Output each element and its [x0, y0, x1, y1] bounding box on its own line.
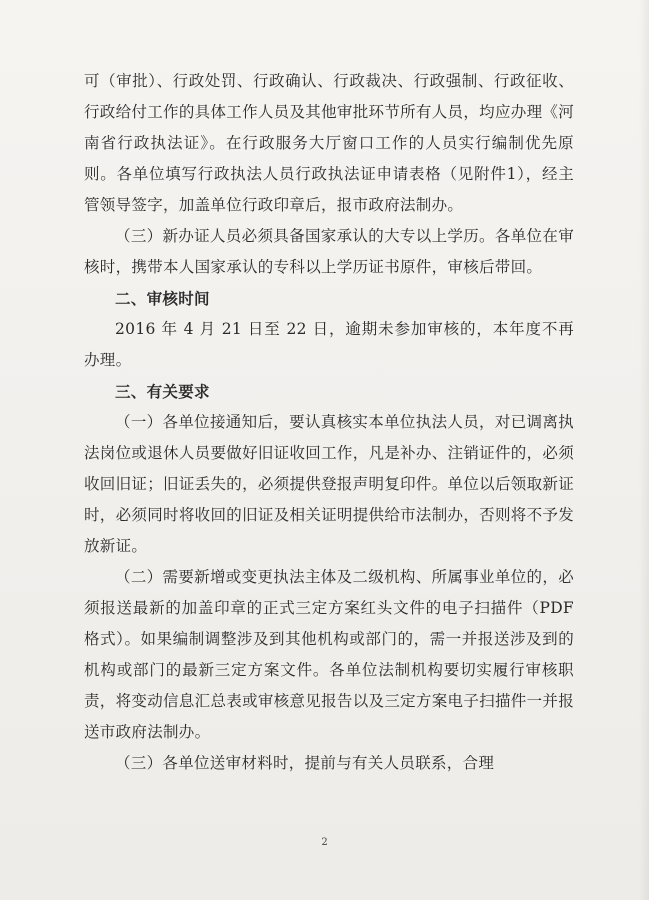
section-heading-requirements: 三、有关要求: [115, 382, 210, 401]
paragraph-continuation: 可（审批）、行政处罚、行政确认、行政裁决、行政强制、行政征收、行政给付工作的具体工作人员及其他审批环节所有人员，均应办理《河南省行政执法证》。在行政服务大厅窗口工作的人员实行编制优先原则。各单位填写行政执法人员行政执法证申请表格（见附件1），经主管领导签字，加盖单位行政印章后，报市政府法制办。: [84, 72, 574, 214]
paragraph-education-requirement: （三）新办证人员必须具备国家承认的大专以上学历。各单位在审核时，携带本人国家承认的专科以上学历证书原件，审核后带回。: [84, 227, 574, 276]
document-body: [84, 66, 574, 779]
page-number: 2: [321, 837, 328, 848]
paragraph-requirement-2: （二）需要新增或变更执法主体及二级机构、所属事业单位的，必须报送最新的加盖印章的正式三定方案红头文件的电子扫描件（PDF 格式）。如果编制调整涉及到其他机构或部门的，需一并报送涉及到的机构或部门的最新三定方案文件。各单位法制机构要切实履行审核职责，将变动信息汇总表或审核意见报告以及三定方案电子扫描件一并报送市政府法制办。: [84, 568, 574, 741]
paragraph-requirement-1: （一）各单位接通知后，要认真核实本单位执法人员，对已调离执法岗位或退休人员要做好旧证收回工作，凡是补办、注销证件的，必须收回旧证；旧证丢失的，必须提供登报声明复印件。单位以后领取新证时，必须同时将收回的旧证及相关证明提供给市法制办，否则将不予发放新证。: [84, 413, 574, 555]
section-heading-review-time: 二、审核时间: [115, 289, 210, 308]
paragraph-requirement-3: （三）各单位送审材料时，提前与有关人员联系，合理: [115, 754, 495, 772]
paragraph-review-dates: 2016 年 4 月 21 日至 22 日，逾期未参加审核的，本年度不再办理。: [84, 320, 574, 369]
